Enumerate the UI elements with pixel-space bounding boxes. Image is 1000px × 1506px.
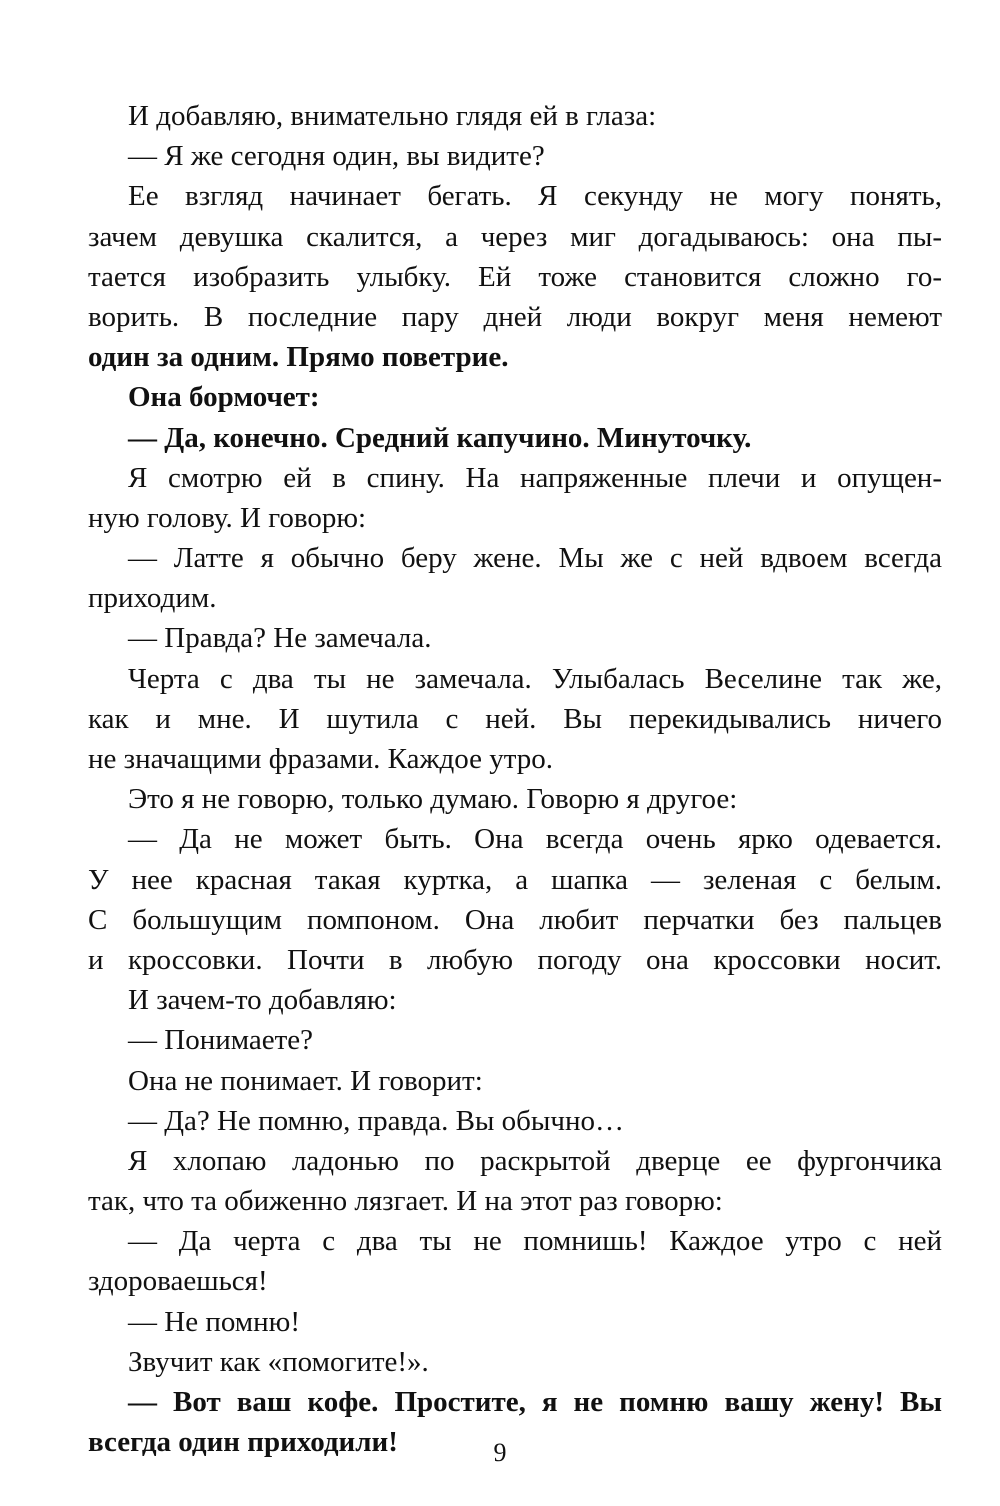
text-line: — Да? Не помню, правда. Вы обычно… [128, 1104, 625, 1137]
text-line: Это я не говорю, только думаю. Говорю я другое: [128, 783, 738, 816]
text-line: Черта с два ты не замечала. Улыбалась Веселине так же, [128, 662, 942, 695]
text-line: — Понимаете? [128, 1024, 314, 1057]
text-line: тается изобразить улыбку. Ей тоже становится сложно го- [88, 260, 942, 293]
text-line: — Не помню! [128, 1305, 300, 1338]
text-line: Я хлопаю ладонью по раскрытой дверце ее фургончика [128, 1144, 942, 1177]
text-line: зачем девушка скалится, а через миг догадываюсь: она пы- [88, 220, 942, 253]
text-line: всегда один приходили! [88, 1426, 398, 1459]
text-line: — Вот ваш кофе. Простите, я не помню вашу жену! Вы [128, 1386, 942, 1418]
text-line: У нее красная такая куртка, а шапка — зеленая с белым. [88, 863, 942, 896]
text-line: приходим. [88, 582, 217, 615]
text-line: Она бормочет: [128, 381, 320, 414]
text-line: И зачем-то добавляю: [128, 984, 397, 1017]
text-line: как и мне. И шутила с ней. Вы перекидывались ничего [88, 702, 942, 735]
text-line: — Я же сегодня один, вы видите? [128, 140, 545, 173]
page-number: 9 [493, 1438, 507, 1467]
text-line: Она не понимает. И говорит: [128, 1064, 483, 1097]
text-line: так, что та обиженно лязгает. И на этот раз говорю: [88, 1185, 723, 1218]
text-line: — Да, конечно. Средний капучино. Минуточку. [128, 421, 752, 454]
text-line: — Да не может быть. Она всегда очень ярко одевается. [128, 823, 942, 856]
text-line: не значащими фразами. Каждое утро. [88, 743, 553, 775]
text-line: — Правда? Не замечала. [128, 622, 432, 655]
text-line: один за одним. Прямо поветрие. [88, 341, 509, 374]
text-line: и кроссовки. Почти в любую погоду она кроссовки носит. [88, 943, 942, 976]
text-line: — Латте я обычно беру жене. Мы же с ней вдвоем всегда [128, 542, 942, 575]
text-line: С большущим помпоном. Она любит перчатки без пальцев [88, 903, 942, 936]
text-line: Я смотрю ей в спину. На напряженные плечи и опущен- [128, 461, 942, 494]
text-line: ворить. В последние пару дней люди вокруг меня немеют [88, 300, 942, 333]
text-line: Звучит как «помогите!». [128, 1345, 429, 1378]
text-line: здороваешься! [88, 1265, 268, 1298]
text-line: И добавляю, внимательно глядя ей в глаза: [128, 100, 657, 132]
page-text [88, 96, 942, 1462]
text-line: — Да черта с два ты не помнишь! Каждое утро с ней [128, 1225, 942, 1258]
text-line: ную голову. И говорю: [88, 501, 367, 534]
text-line: Ее взгляд начинает бегать. Я секунду не могу понять, [128, 180, 942, 213]
